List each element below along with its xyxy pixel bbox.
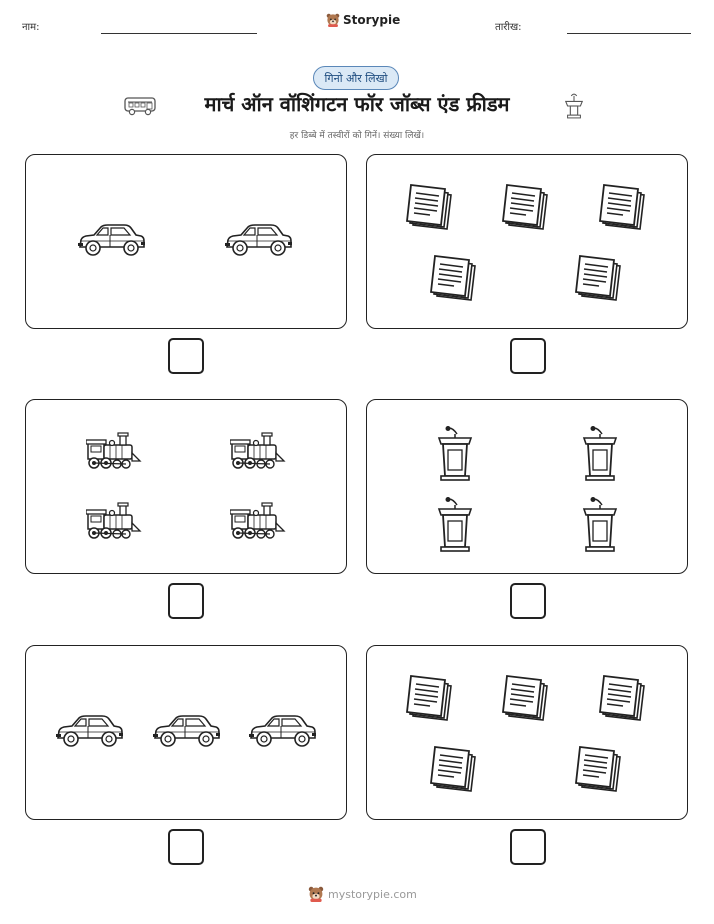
podium-icon — [435, 426, 475, 482]
podium-icon — [435, 497, 475, 553]
steam-train-icon — [230, 431, 286, 471]
counting-panel-6 — [366, 645, 688, 820]
document-stack-icon — [501, 672, 555, 724]
car-icon — [54, 714, 124, 750]
bear-mascot-icon — [326, 12, 340, 28]
document-stack-icon — [598, 672, 652, 724]
document-stack-icon — [574, 743, 628, 795]
page-title: मार्च ऑन वॉशिंगटन फॉर जॉब्स एंड फ्रीडम — [204, 92, 510, 116]
car-icon — [223, 223, 293, 259]
car-icon — [151, 714, 221, 750]
podium-icon — [580, 426, 620, 482]
answer-box-3[interactable] — [168, 583, 204, 619]
instructions: हर डिब्बे में तस्वीरों को गिनें। संख्या लिखें। — [289, 131, 425, 141]
steam-train-icon — [86, 501, 142, 541]
car-icon — [76, 223, 146, 259]
document-stack-icon — [405, 181, 459, 233]
bus-icon — [123, 95, 157, 117]
counting-panel-3 — [25, 399, 347, 574]
activity-tag: गिनो और लिखो — [313, 66, 399, 90]
document-stack-icon — [429, 252, 483, 304]
brand-logo — [326, 12, 400, 28]
name-label: नाम: — [22, 22, 40, 33]
steam-train-icon — [86, 431, 142, 471]
footer — [308, 885, 417, 903]
date-label: तारीख: — [495, 22, 522, 33]
name-line[interactable] — [101, 33, 257, 34]
document-stack-icon — [405, 672, 459, 724]
podium-icon — [580, 497, 620, 553]
counting-panel-1 — [25, 154, 347, 329]
footer-site[interactable]: mystorypie.com — [328, 887, 417, 901]
steam-train-icon — [230, 501, 286, 541]
document-stack-icon — [574, 252, 628, 304]
document-stack-icon — [598, 181, 652, 233]
counting-panel-5 — [25, 645, 347, 820]
answer-box-5[interactable] — [168, 829, 204, 865]
brand-name: Storypie — [343, 13, 401, 27]
document-stack-icon — [429, 743, 483, 795]
water-fountain-icon — [563, 92, 585, 120]
car-icon — [247, 714, 317, 750]
counting-panel-4 — [366, 399, 688, 574]
document-stack-icon — [501, 181, 555, 233]
date-line[interactable] — [567, 33, 691, 34]
answer-box-1[interactable] — [168, 338, 204, 374]
counting-panel-2 — [366, 154, 688, 329]
bear-mascot-icon — [308, 885, 324, 903]
answer-box-4[interactable] — [510, 583, 546, 619]
answer-box-6[interactable] — [510, 829, 546, 865]
answer-box-2[interactable] — [510, 338, 546, 374]
